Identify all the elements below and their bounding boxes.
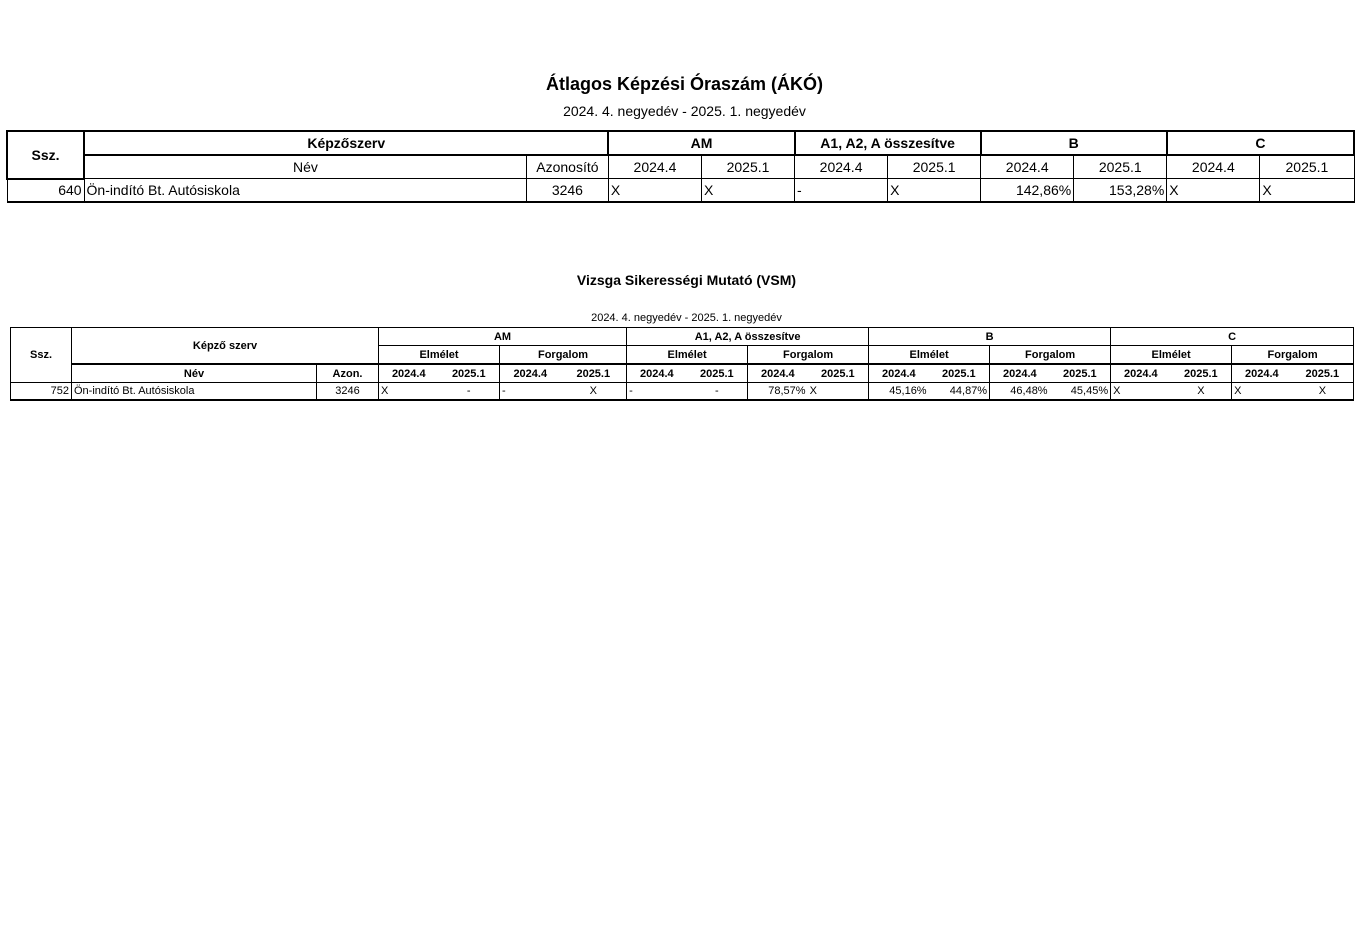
vsm-row-am-el-1: X [379,383,439,401]
vsm-a-elmelet: Elmélet [627,346,748,365]
vsm-c-el-p1: 2024.4 [1111,364,1171,383]
vsm-kepzoszerv-header: Képző szerv [72,328,379,365]
ako-row-nev: Ön-indító Bt. Autósiskola [84,179,526,202]
table-row [7,179,1354,202]
vsm-row-b-fo-2: 45,45% [1050,383,1111,401]
ako-row-b-1: 142,86% [981,179,1074,202]
vsm-row-am-fo-1: - [500,383,561,401]
vsm-ssz-header: Ssz. [11,328,72,383]
vsm-am-fo-p1: 2024.4 [500,364,561,383]
vsm-row-am-el-2: - [439,383,500,401]
vsm-b-header: B [869,328,1111,346]
ako-subtitle: 2024. 4. negyedév - 2025. 1. negyedév [563,103,806,119]
vsm-am-header: AM [379,328,627,346]
ako-row-am-2: X [701,179,794,202]
vsm-row-c-fo-2: X [1292,383,1354,401]
ako-c-period-2: 2025.1 [1260,155,1354,179]
vsm-am-el-p2: 2025.1 [439,364,500,383]
vsm-a-el-p1: 2024.4 [627,364,687,383]
ako-a-period-1: 2024.4 [795,155,888,179]
vsm-am-forgalom: Forgalom [500,346,627,365]
vsm-c-fo-p1: 2024.4 [1232,364,1292,383]
vsm-c-el-p2: 2025.1 [1171,364,1232,383]
ako-row-azon: 3246 [526,179,608,202]
vsm-row-c-el-2: X [1171,383,1232,401]
vsm-title: Vizsga Sikerességi Mutató (VSM) [576,272,797,288]
ako-azonosito-header: Azonosító [526,155,608,179]
ako-b-header: B [981,131,1167,155]
vsm-row-b-el-1: 45,16% [869,383,929,401]
table-row [11,383,1354,401]
ako-nev-header: Név [84,155,526,179]
ako-row-am-1: X [608,179,701,202]
vsm-c-forgalom: Forgalom [1232,346,1354,365]
vsm-a-el-p2: 2025.1 [687,364,748,383]
vsm-am-elmelet: Elmélet [379,346,500,365]
ako-title: Átlagos Képzési Óraszám (ÁKÓ) [545,74,824,94]
ako-b-period-2: 2025.1 [1074,155,1167,179]
ako-b-period-1: 2024.4 [981,155,1074,179]
vsm-b-el-p1: 2024.4 [869,364,929,383]
vsm-azon-header: Azon. [317,364,379,383]
vsm-subtitle: 2024. 4. negyedév - 2025. 1. negyedév [591,312,782,324]
vsm-nev-header: Név [72,364,317,383]
ako-am-period-1: 2024.4 [608,155,701,179]
ako-row-c-1: X [1167,179,1260,202]
vsm-b-fo-p2: 2025.1 [1050,364,1111,383]
vsm-b-forgalom: Forgalom [990,346,1111,365]
vsm-row-ssz: 752 [11,383,72,401]
vsm-a-forgalom: Forgalom [748,346,869,365]
vsm-row-c-el-1: X [1111,383,1171,401]
vsm-row-a-el-1: - [627,383,687,401]
ako-kepzoszerv-header: Képzőszerv [84,131,608,155]
vsm-table [10,327,1354,401]
vsm-b-fo-p1: 2024.4 [990,364,1050,383]
vsm-c-fo-p2: 2025.1 [1292,364,1354,383]
vsm-row-azon: 3246 [317,383,379,401]
vsm-row-a-fo-1: 78,57% [748,383,808,401]
ako-am-header: AM [608,131,794,155]
ako-c-header: C [1167,131,1354,155]
vsm-c-elmelet: Elmélet [1111,346,1232,365]
vsm-a-group-header: A1, A2, A összesítve [627,328,869,346]
vsm-row-b-fo-1: 46,48% [990,383,1050,401]
ako-c-period-1: 2024.4 [1167,155,1260,179]
vsm-row-c-fo-1: X [1232,383,1292,401]
vsm-row-am-fo-2: X [561,383,627,401]
vsm-a-fo-p2: 2025.1 [808,364,869,383]
vsm-b-elmelet: Elmélet [869,346,990,365]
ako-am-period-2: 2025.1 [701,155,794,179]
vsm-row-nev: Ön-indító Bt. Autósiskola [72,383,317,401]
ako-row-b-2: 153,28% [1074,179,1167,202]
vsm-row-b-el-2: 44,87% [929,383,990,401]
vsm-am-fo-p2: 2025.1 [561,364,627,383]
ako-table [6,130,1355,203]
ako-row-a-2: X [888,179,981,202]
ako-row-c-2: X [1260,179,1354,202]
vsm-am-el-p1: 2024.4 [379,364,439,383]
vsm-c-header: C [1111,328,1354,346]
ako-a-period-2: 2025.1 [888,155,981,179]
ako-row-ssz: 640 [7,179,84,202]
vsm-a-fo-p1: 2024.4 [748,364,808,383]
ako-ssz-header: Ssz. [7,131,84,179]
vsm-b-el-p2: 2025.1 [929,364,990,383]
vsm-row-a-fo-2: X [808,383,869,401]
ako-row-a-1: - [795,179,888,202]
vsm-row-a-el-2: - [687,383,748,401]
ako-a-group-header: A1, A2, A összesítve [795,131,981,155]
